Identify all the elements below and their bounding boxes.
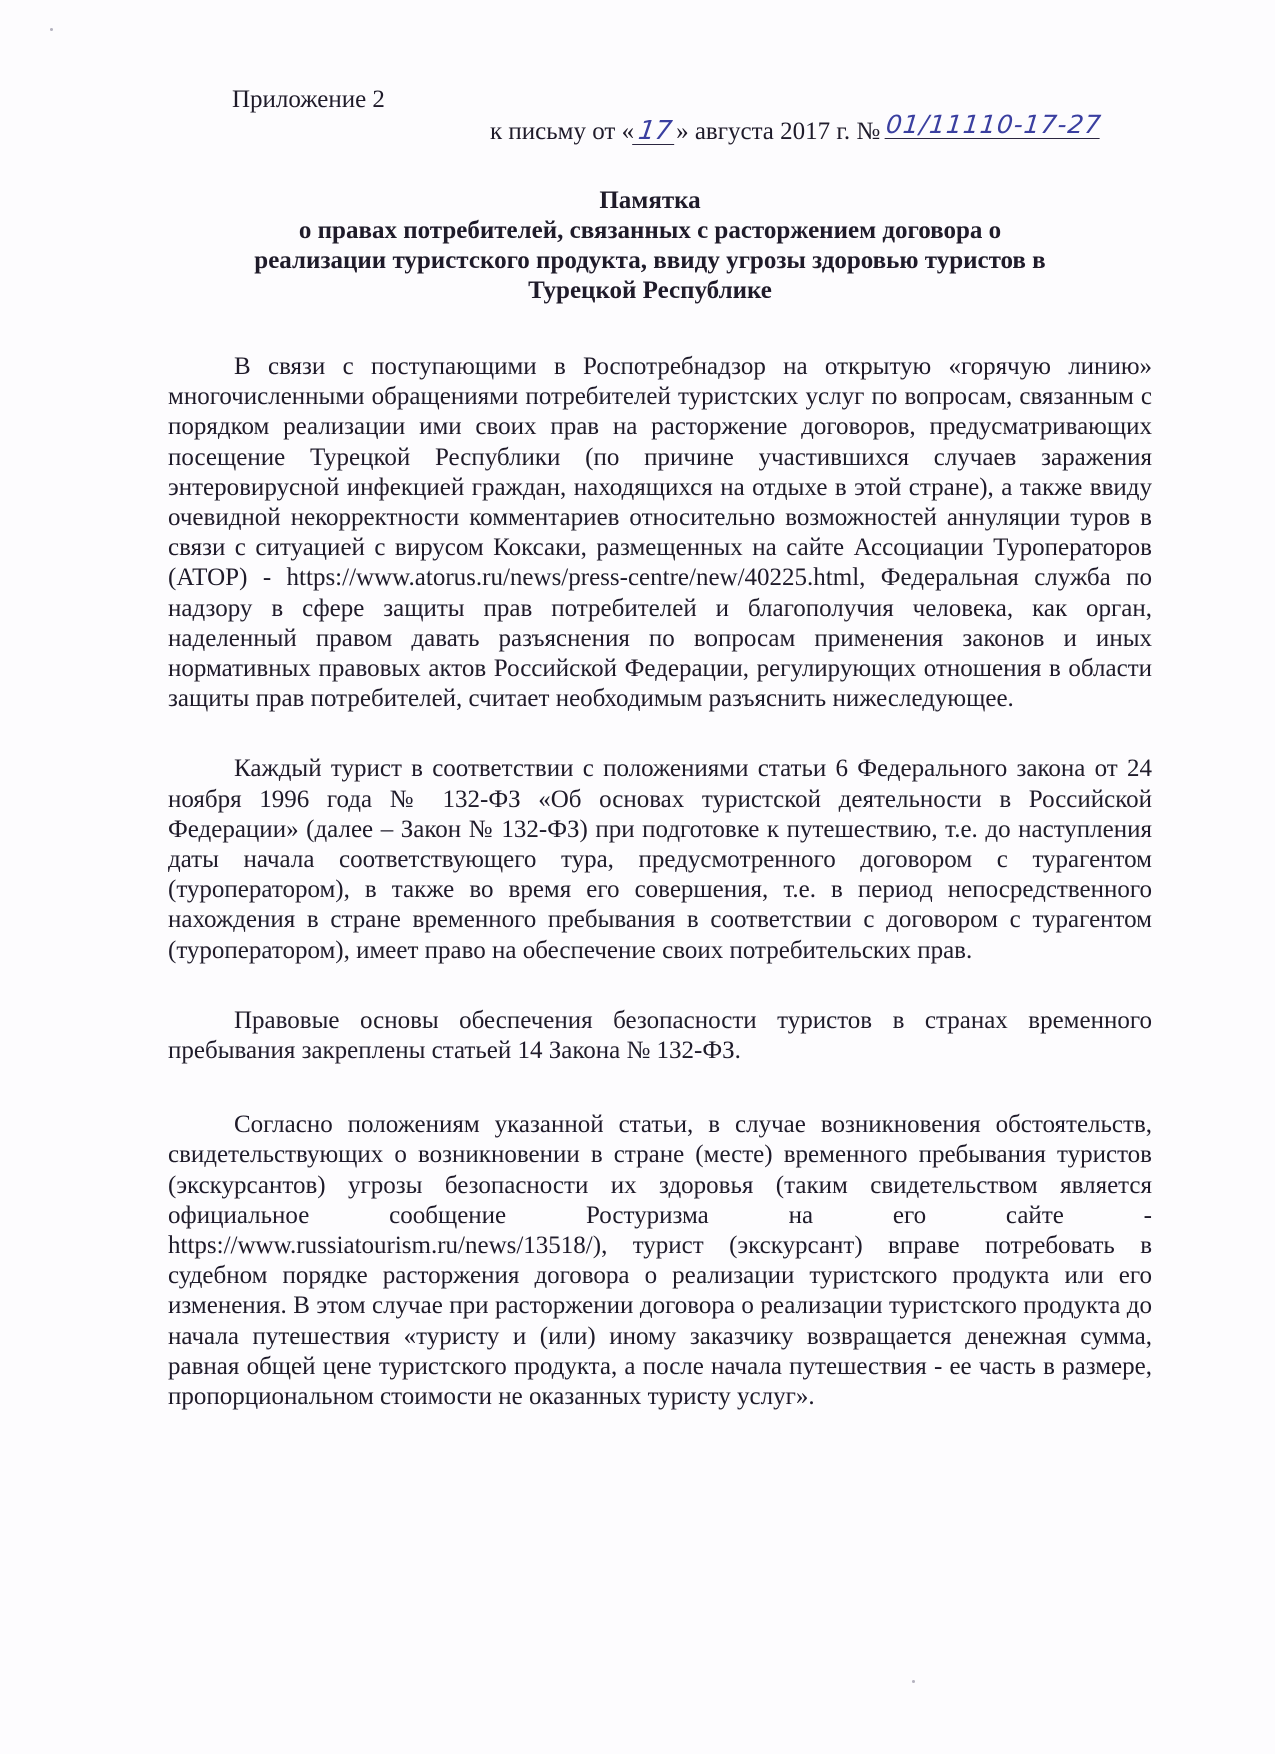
handwritten-letter-number: 01/11110-17-27: [885, 110, 1104, 139]
paragraph: Правовые основы обеспечения безопасности туристов в странах временного пребывания закреплены статьей 14 Закона № 132-ФЗ.: [168, 1006, 1152, 1065]
document-body: [168, 352, 1152, 1452]
heading-line: о правах потребителей, связанных с расторжением договора о: [298, 217, 1002, 244]
letter-reference: [490, 112, 1102, 152]
letter-ref-prefix: к письму от «: [490, 118, 635, 145]
paragraph: В связи с поступающими в Роспотребнадзор на открытую «горячую линию» многочисленными обращениями потребителей туристских услуг по вопросам, связанным с порядком реализации ими своих прав на расторжение договоров, предусматривающих посещение Турецкой Республики (по причине участившихся случаев заражения энтеровирусной инфекцией граждан, находящихся на отдыхе в этой стране), а также ввиду очевидной некорректности комментариев относительно возможностей аннуляции туров в связи с ситуацией с вирусом Коксаки, размещенных на сайте Ассоциации Туроператоров (АТОР) - https://www.atorus.ru/news/press-centre/new/40225.html, Федеральная служба по надзору в сфере защиты прав потребителей и благополучия человека, как орган, наделенный правом давать разъяснения по вопросам применения законов и иных нормативных правовых актов Российской Федерации, регулирующих отношения в области защиты прав потребителей, считает необходимым разъяснить нижеследующее.: [168, 353, 1152, 713]
document-heading: [150, 186, 1150, 306]
scan-speck: [50, 28, 53, 31]
heading-title: Памятка: [599, 187, 701, 214]
paragraph: Каждый турист в соответствии с положениями статьи 6 Федерального закона от 24 ноября 1996 года № 132-ФЗ «Об основах туристской деятельности в Российской Федерации» (далее – Закон № 132-ФЗ) при подготовке к путешествию, т.е. до наступления даты начала соответствующего тура, предусмотренного договором с турагентом (туроператором), в также во время его совершения, т.е. в период непосредственного нахождения в стране временного пребывания в соответствии с договором с турагентом (туроператором), имеет право на обеспечение своих потребительских прав.: [168, 755, 1152, 964]
scan-speck: [912, 1680, 915, 1683]
heading-line: Турецкой Республике: [528, 277, 772, 304]
handwritten-day: 17: [632, 118, 678, 145]
heading-line: реализации туристского продукта, ввиду угрозы здоровью туристов в: [254, 247, 1046, 274]
letter-ref-middle: » августа 2017 г. №: [676, 118, 881, 145]
paragraph: Согласно положениям указанной статьи, в случае возникновения обстоятельств, свидетельствующих о возникновении в стране (месте) временного пребывания туристов (экскурсантов) угрозы безопасности их здоровья (таким свидетельством является официальное сообщение Ростуризма на его сайте - https://www.russiatourism.ru/news/13518/), турист (экскурсант) вправе потребовать в судебном порядке расторжения договора о реализации туристского продукта или его изменения. В этом случае при расторжении договора о реализации туристского продукта до начала путешествия «туристу и (или) иному заказчику возвращается денежная сумма, равная общей цене туристского продукта, а после начала путешествия - ее часть в размере, пропорциональном стоимости не оказанных туристу услуг».: [168, 1111, 1152, 1411]
annex-label: Приложение 2: [232, 86, 385, 113]
